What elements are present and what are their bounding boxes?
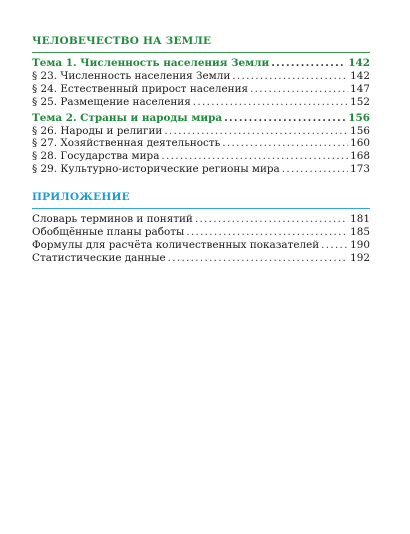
toc-item-label: § 23. Численность населения Земли [32, 69, 231, 82]
toc-item-label: § 25. Размещение населения [32, 95, 191, 108]
toc-item[interactable] [32, 137, 370, 150]
toc-item-label: Формулы для расчёта количественных показателей [32, 238, 320, 251]
dot-leader [161, 150, 348, 163]
toc-item-label: Статистические данные [32, 251, 166, 264]
toc-item[interactable] [32, 226, 370, 239]
toc-item[interactable] [32, 125, 370, 138]
toc-topic-1[interactable] [32, 57, 370, 70]
toc-page-number: 156 [350, 124, 370, 137]
dot-leader [232, 70, 348, 83]
dot-leader [250, 83, 348, 96]
toc-page-number: 147 [350, 82, 370, 95]
dot-leader [168, 252, 349, 265]
toc-page-number: 142 [350, 69, 370, 82]
toc-item[interactable] [32, 96, 370, 109]
dot-leader [282, 163, 348, 176]
toc-item[interactable] [32, 150, 370, 163]
toc-item[interactable] [32, 213, 370, 226]
toc-item-label: Словарь терминов и понятий [32, 213, 193, 226]
section-divider [32, 52, 370, 53]
toc-item[interactable] [32, 83, 370, 96]
toc-topic-label: Тема 2. Страны и народы мира [32, 111, 223, 124]
toc-item-label: § 26. Народы и религии [32, 124, 163, 137]
dot-leader [271, 57, 346, 70]
section-divider [32, 208, 370, 209]
toc-section-humanity [32, 34, 370, 176]
table-of-contents [32, 34, 370, 265]
dot-leader [193, 96, 348, 109]
toc-section-appendix [32, 190, 370, 265]
dot-leader [224, 112, 346, 125]
dot-leader [186, 226, 348, 239]
section-heading: ПРИЛОЖЕНИЕ [32, 191, 130, 204]
toc-item[interactable] [32, 252, 370, 265]
toc-page-number: 142 [348, 57, 370, 69]
toc-item-label: § 29. Культурно-исторические регионы мира [32, 163, 280, 176]
toc-page-number: 192 [350, 251, 370, 264]
toc-page-number: 173 [350, 163, 370, 176]
toc-item-label: § 28. Государства мира [32, 150, 160, 163]
dot-leader [321, 239, 348, 252]
toc-page-number: 181 [350, 213, 370, 226]
toc-topic-2[interactable] [32, 112, 370, 125]
toc-item[interactable] [32, 239, 370, 252]
toc-page-number: 168 [350, 150, 370, 163]
toc-page-number: 156 [348, 111, 370, 124]
dot-leader [195, 213, 348, 226]
section-heading: ЧЕЛОВЕЧЕСТВО НА ЗЕМЛЕ [32, 35, 212, 47]
toc-page-number: 152 [350, 95, 370, 108]
dot-leader [164, 125, 348, 138]
toc-page-number: 185 [350, 226, 370, 239]
toc-item-label: § 27. Хозяйственная деятельность [32, 137, 221, 150]
toc-item-label: § 24. Естественный прирост населения [32, 82, 249, 95]
toc-item[interactable] [32, 70, 370, 83]
toc-item-label: Обобщённые планы работы [32, 226, 185, 239]
dot-leader [222, 137, 348, 150]
toc-item[interactable] [32, 163, 370, 176]
toc-page-number: 190 [350, 238, 370, 251]
toc-page-number: 160 [350, 137, 370, 150]
toc-topic-label: Тема 1. Численность населения Земли [32, 57, 270, 69]
